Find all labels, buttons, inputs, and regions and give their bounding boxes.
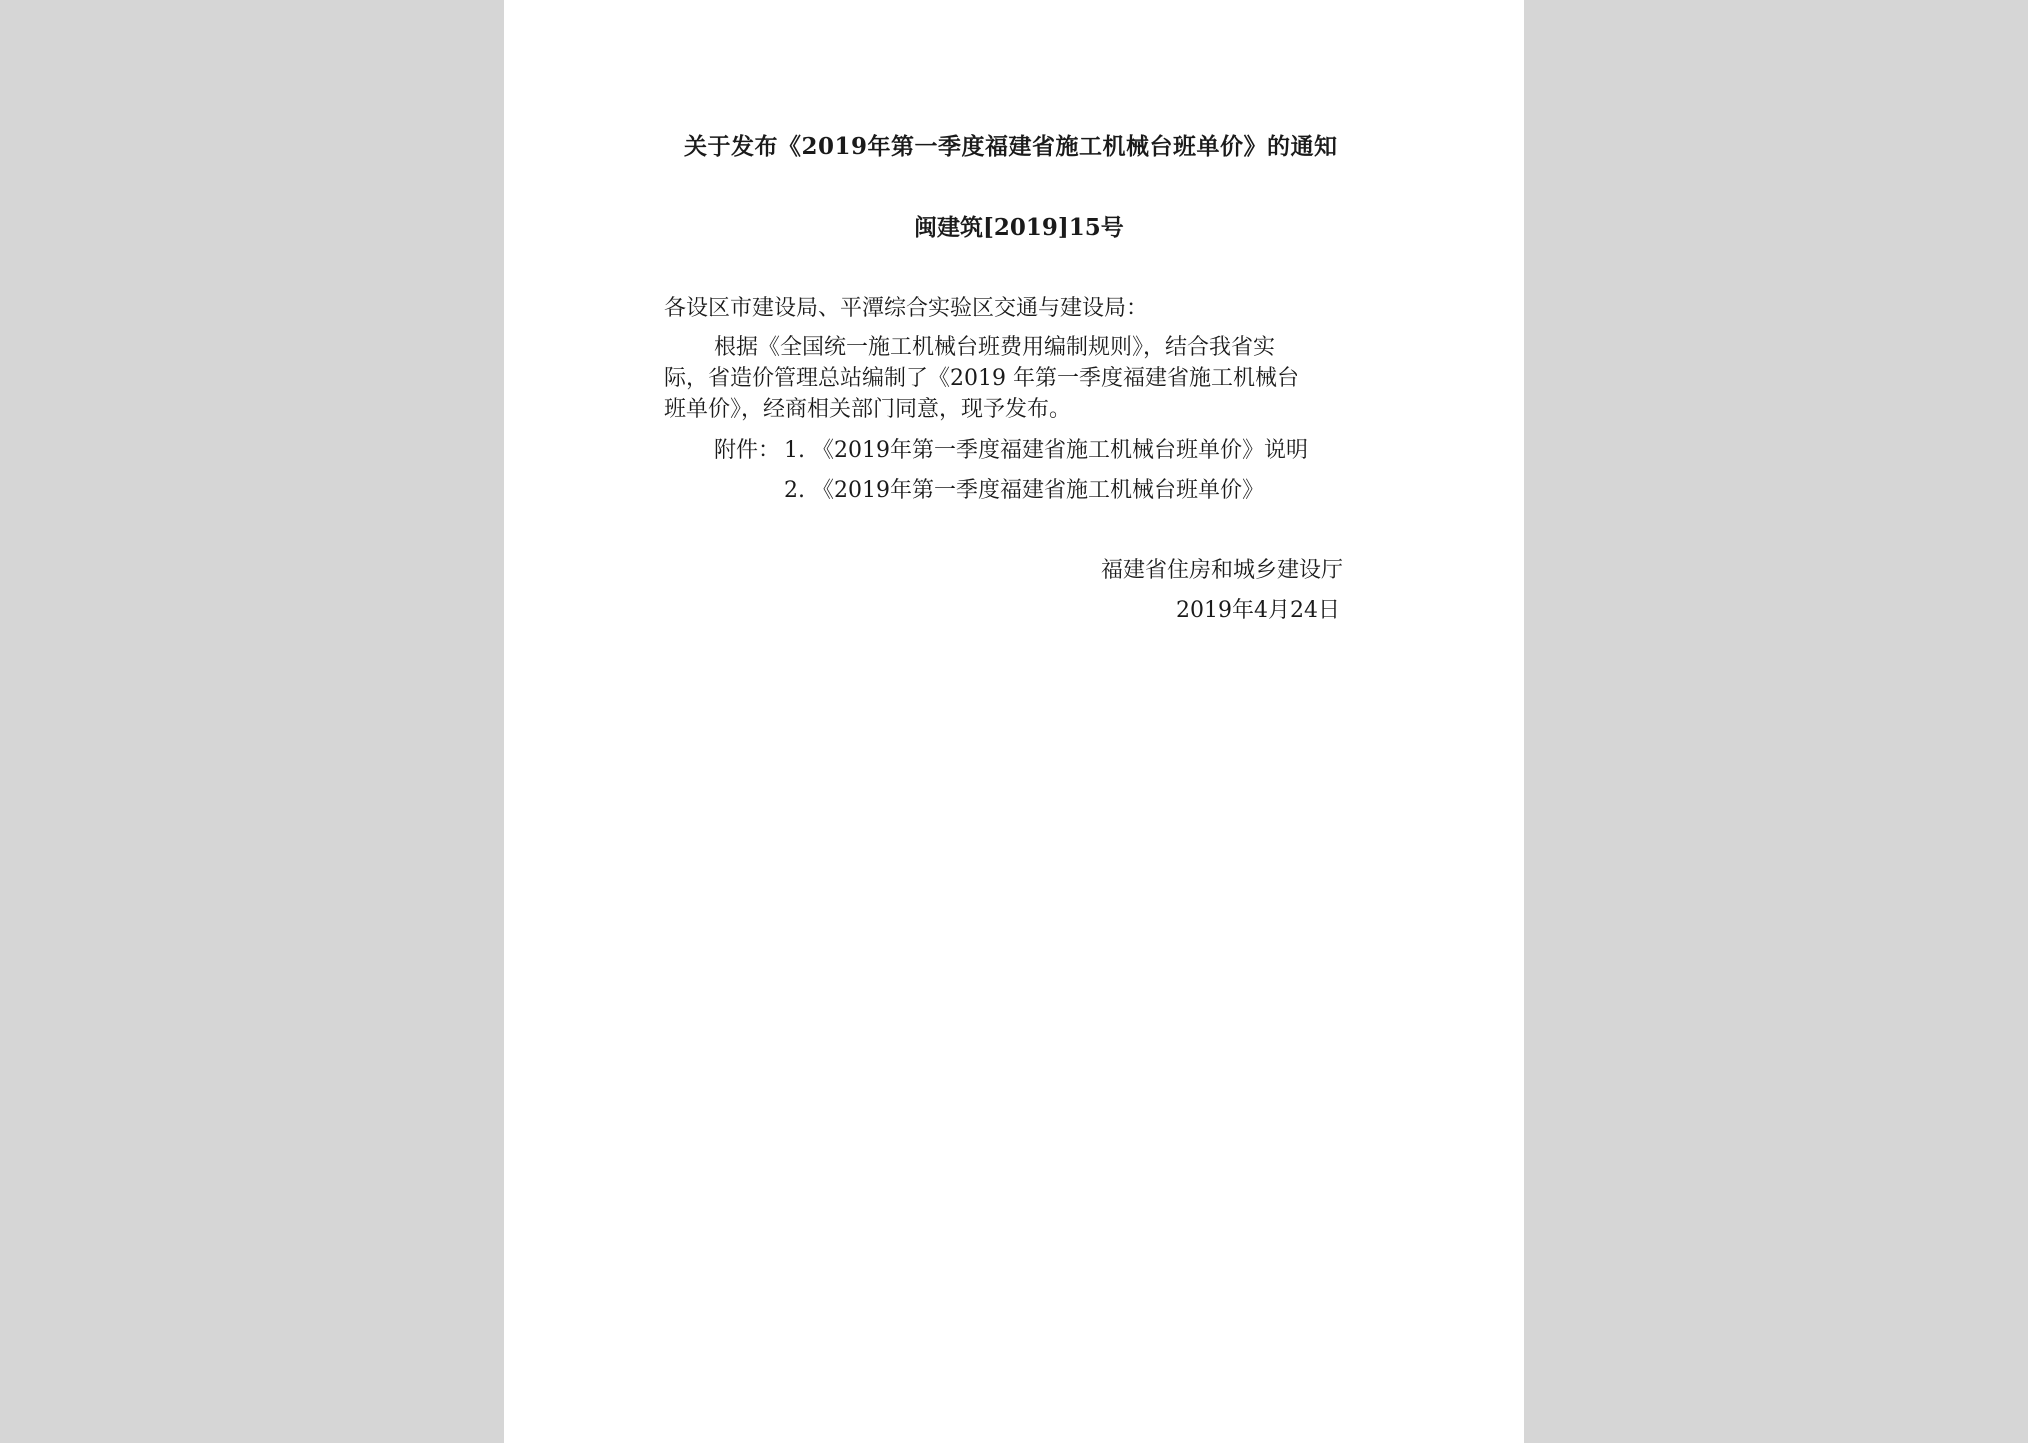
- document-title: 关于发布《2019年第一季度福建省施工机械台班单价》的通知: [684, 133, 1338, 160]
- attachment-item-1: 1. 《2019年第一季度福建省施工机械台班单价》说明: [784, 438, 1308, 463]
- body-line-3: 班单价》，经商相关部门同意，现予发布。: [664, 397, 1072, 422]
- document-page: [504, 0, 1524, 1443]
- attachments-label: 附件：: [714, 438, 781, 463]
- issue-date: 2019年4月24日: [1176, 598, 1340, 623]
- salutation: 各设区市建设局、平潭综合实验区交通与建设局：: [664, 296, 1149, 321]
- issuer: 福建省住房和城乡建设厅: [1101, 558, 1344, 583]
- body-line-2: 际，省造价管理总站编制了《2019 年第一季度福建省施工机械台: [664, 366, 1299, 391]
- body-line-1: 根据《全国统一施工机械台班费用编制规则》，结合我省实: [714, 335, 1276, 360]
- attachment-item-2: 2. 《2019年第一季度福建省施工机械台班单价》: [784, 478, 1264, 503]
- document-number: 闽建筑[2019]15号: [914, 214, 1124, 241]
